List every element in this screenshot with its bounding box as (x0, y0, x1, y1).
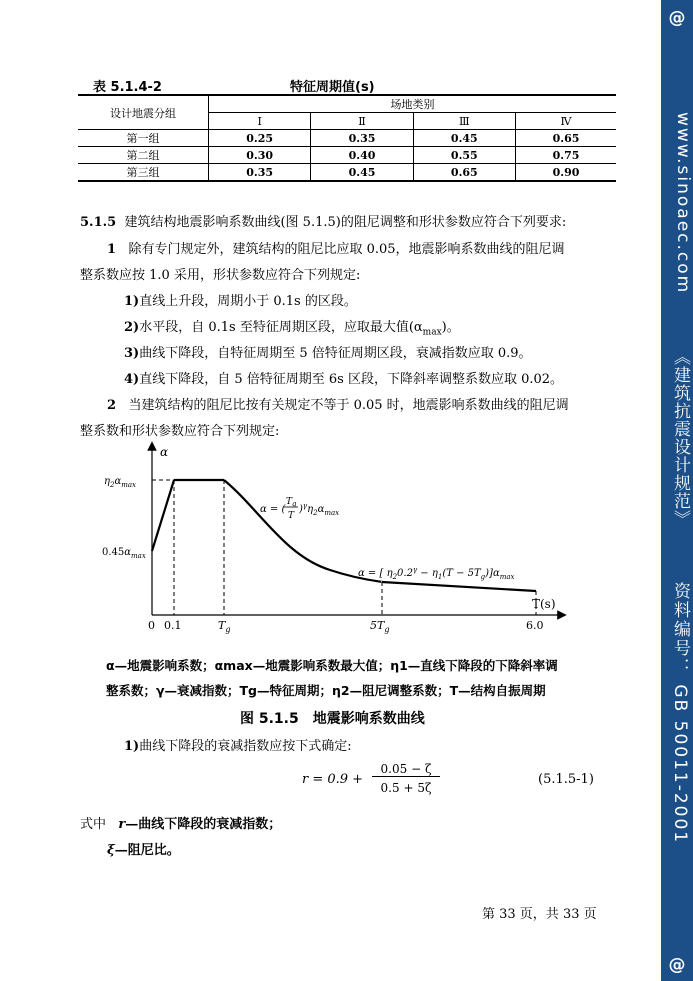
item-2-line-2: 整系数和形状参数应符合下列规定: (80, 424, 280, 439)
sub-item-number: 1) (124, 294, 140, 309)
section-heading (80, 214, 566, 232)
item-text: 除有专门规定外，建筑结构的阻尼比应取 0.05，地震影响系数曲线的阻尼调 (128, 242, 565, 257)
definition-zeta-text: —阻尼比。 (114, 843, 180, 858)
sub-item-3 (124, 345, 532, 363)
rising-segment (152, 480, 174, 551)
item-number: 1 (107, 242, 117, 257)
sub-item-text: 直线上升段，周期小于 0.1s 的区段。 (139, 294, 357, 309)
decay-formula-den: T (288, 511, 295, 521)
decay-formula-tail: )$^\gamma\eta_2\alpha_{max}$ (299, 502, 340, 517)
period-value: 0.40 (311, 147, 413, 164)
table-row (78, 130, 616, 147)
period-value: 0.65 (515, 130, 616, 147)
item-2-line-1 (107, 397, 569, 415)
book-title: 《建筑抗震设计规范》 (670, 348, 690, 528)
period-value: 0.30 (209, 147, 311, 164)
period-value: 0.90 (515, 164, 616, 182)
sub-item-number: 4) (124, 372, 140, 387)
x-tick-5tg: $5T_g$ (370, 619, 390, 634)
x-axis-label: T(s) (532, 597, 556, 611)
chart-legend-line-1: α—地震影响系数；αmax—地震影响系数最大值；η1—直线下降段的下降斜率调 (106, 658, 558, 673)
page-footer: 第 33 页，共 33 页 (482, 907, 597, 922)
site-class-4: Ⅳ (515, 113, 616, 130)
figure-caption: 图 5.1.5 地震影响系数曲线 (240, 711, 425, 727)
y-tick-max: $\eta_2\alpha_{max}$ (104, 476, 136, 489)
sub-item-formula-intro (124, 738, 352, 756)
sub-item-text-end: )。 (441, 320, 460, 335)
sub-item-text: 水平段，自 0.1s 至特征周期区段，应取最大值(α (139, 320, 423, 335)
item-1-line-2: 整系数应按 1.0 采用，形状参数应符合下列规定: (80, 268, 361, 283)
subscript: max (422, 327, 442, 338)
x-tick-6-0: 6.0 (526, 619, 544, 632)
table-id: 表 5.1.4-2 (93, 80, 162, 95)
section-number: 5.1.5 (80, 215, 117, 230)
chart-legend-line-2: 整系数；γ—衰减指数；Tg—特征周期；η2—阻尼调整系数；T—结构自振周期 (106, 683, 546, 698)
item-text: 当建筑结构的阻尼比按有关规定不等于 0.05 时，地震影响系数曲线的阻尼调 (128, 398, 569, 413)
y-tick-045: $0.45\alpha_{max}$ (102, 547, 146, 560)
at-icon-bottom: @ (668, 955, 686, 975)
period-value: 0.45 (311, 164, 413, 182)
period-value: 0.55 (413, 147, 515, 164)
site-class-header: 场地类别 (209, 95, 617, 113)
item-number: 2 (107, 398, 117, 413)
side-banner (661, 0, 693, 981)
linear-decline-segment (382, 582, 536, 591)
site-class-3: Ⅲ (413, 113, 515, 130)
decay-formula-num: $T_g$ (286, 497, 297, 508)
sub-item-number: 1) (124, 739, 140, 754)
code-value: GB 50011-2001 (670, 684, 690, 845)
seismic-influence-chart (100, 440, 570, 638)
item-1-line-1 (107, 241, 565, 259)
period-value: 0.65 (413, 164, 515, 182)
table-row (78, 164, 616, 182)
definition-r (80, 816, 281, 834)
sub-item-2 (124, 319, 460, 342)
definition-r-text: —曲线下降段的衰减指数； (125, 817, 282, 832)
x-tick-0: 0 (148, 619, 155, 632)
website-label: www.sinoaec.com (673, 112, 693, 295)
table-row (78, 147, 616, 164)
period-value: 0.25 (209, 130, 311, 147)
group-name: 第三组 (78, 164, 209, 182)
section-heading-text: 建筑结构地震影响系数曲线(图 5.1.5)的阻尼调整和形状参数应符合下列要求: (124, 215, 567, 230)
sub-item-text: 曲线下降段的衰减指数应按下式确定: (139, 739, 352, 754)
group-name: 第二组 (78, 147, 209, 164)
group-header: 设计地震分组 (78, 95, 209, 130)
group-name: 第一组 (78, 130, 209, 147)
equation-numerator: 0.05 − ζ (372, 762, 440, 777)
decay-segment (224, 480, 382, 582)
decay-formula: α = ( (260, 504, 286, 515)
symbol-zeta: ξ (107, 843, 115, 858)
definition-zeta (107, 842, 180, 860)
document-code (661, 582, 693, 844)
table-title: 特征周期值(s) (290, 80, 375, 95)
x-tick-tg: $T_g$ (218, 619, 231, 634)
period-value: 0.45 (413, 130, 515, 147)
sub-item-4 (124, 371, 563, 389)
decline-formula: α = [ $\eta_20.2^\gamma - \eta_1(T - 5T_g)]\alpha_{max}$ (358, 566, 515, 581)
period-value: 0.75 (515, 147, 616, 164)
period-value: 0.35 (311, 130, 413, 147)
equation-lhs: r = 0.9 + (302, 772, 364, 787)
symbol-r: r (118, 817, 126, 832)
equation-number: (5.1.5-1) (538, 772, 594, 787)
sub-item-number: 3) (124, 346, 140, 361)
site-class-1: Ⅰ (209, 113, 311, 130)
sub-item-text: 曲线下降段，自特征周期至 5 倍特征周期区段，衰减指数应取 0.9。 (139, 346, 532, 361)
x-tick-0-1: 0.1 (164, 619, 182, 632)
sub-item-number: 2) (124, 320, 140, 335)
sub-item-text: 直线下降段，自 5 倍特征周期至 6s 区段，下降斜率调整系数应取 0.02。 (139, 372, 564, 387)
site-class-2: Ⅱ (311, 113, 413, 130)
definition-prefix: 式中 (80, 817, 107, 832)
characteristic-period-table (78, 94, 616, 182)
period-value: 0.35 (209, 164, 311, 182)
sub-item-1 (124, 293, 357, 311)
code-label: 资料编号： (670, 582, 690, 677)
equation-denominator: 0.5 + 5ζ (380, 781, 432, 795)
y-axis-label: α (160, 445, 169, 459)
at-icon: @ (668, 8, 686, 28)
